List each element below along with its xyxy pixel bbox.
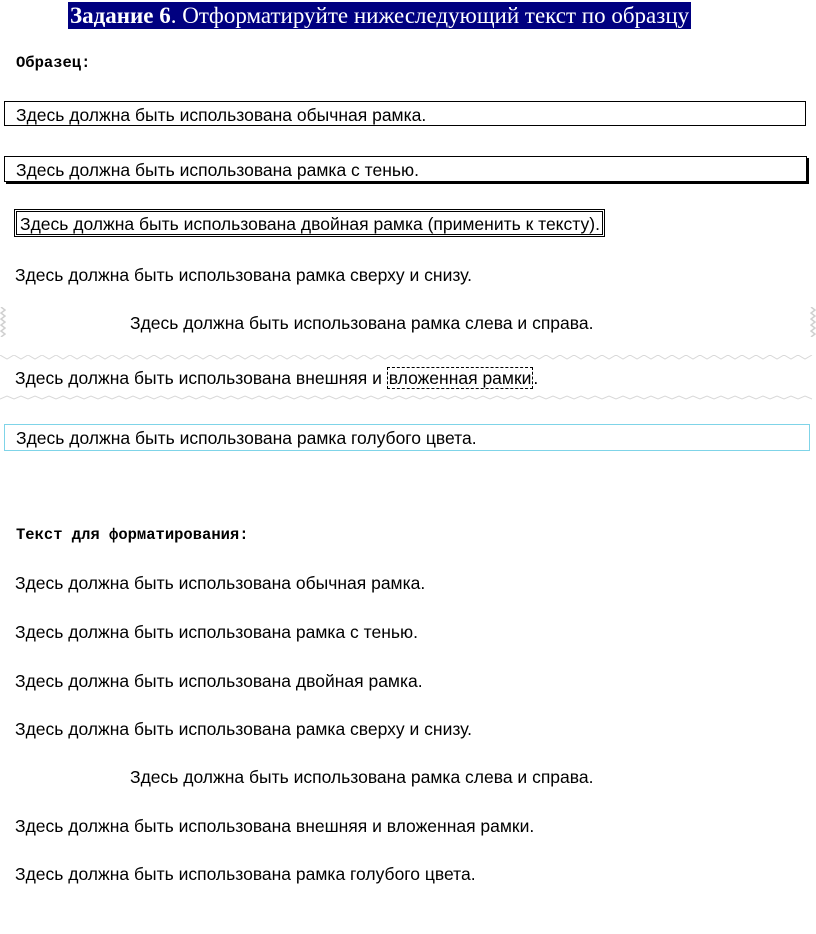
task-title-text: . Отформатируйте нижеследующий текст по образцу (170, 3, 690, 28)
right-zigzag-border (810, 307, 816, 337)
sample-shadow-border (4, 156, 807, 182)
task-title-label: Задание 6 (70, 3, 171, 28)
task-title (68, 2, 691, 29)
format-line-left-right: Здесь должна быть использована рамка слева и справа. (130, 767, 594, 787)
sample-left-right-text: Здесь должна быть использована рамка слева и справа. (130, 313, 594, 333)
sample-outer-art-border (0, 355, 816, 400)
sample-double-border (14, 209, 605, 237)
sample-left-right (0, 307, 816, 337)
sample-shadow-text: Здесь должна быть использована рамка с тенью. (16, 160, 419, 180)
format-line-plain: Здесь должна быть использована обычная рамка. (15, 573, 426, 593)
format-line-top-bottom: Здесь должна быть использована рамка сверху и снизу. (15, 719, 473, 739)
format-line-outer-nested: Здесь должна быть использована внешняя и вложенная рамки. (15, 816, 535, 836)
sample-top-bottom (4, 262, 808, 288)
format-line-shadow: Здесь должна быть использована рамка с тенью. (15, 622, 418, 642)
sample-outer-suffix: . (533, 368, 539, 388)
format-heading: Текст для форматирования: (16, 526, 249, 544)
format-line-blue: Здесь должна быть использована рамка голубого цвета. (15, 864, 476, 884)
sample-heading: Образец: (16, 54, 91, 72)
left-zigzag-border (0, 307, 6, 337)
sample-blue-border (4, 424, 810, 451)
format-line-double: Здесь должна быть использована двойная рамка. (15, 671, 423, 691)
sample-outer-prefix: Здесь должна быть использована внешняя и (15, 368, 387, 388)
sample-outer-line (15, 367, 538, 389)
sample-plain-text: Здесь должна быть использована обычная рамка. (16, 105, 427, 125)
sample-blue-text: Здесь должна быть использована рамка голубого цвета. (16, 428, 477, 448)
sample-top-bottom-text: Здесь должна быть использована рамка сверху и снизу. (15, 265, 473, 285)
sample-plain-border (4, 101, 806, 126)
nested-border: вложенная рамки (388, 368, 532, 388)
sample-double-text: Здесь должна быть использована двойная рамка (применить к тексту). (20, 214, 600, 234)
